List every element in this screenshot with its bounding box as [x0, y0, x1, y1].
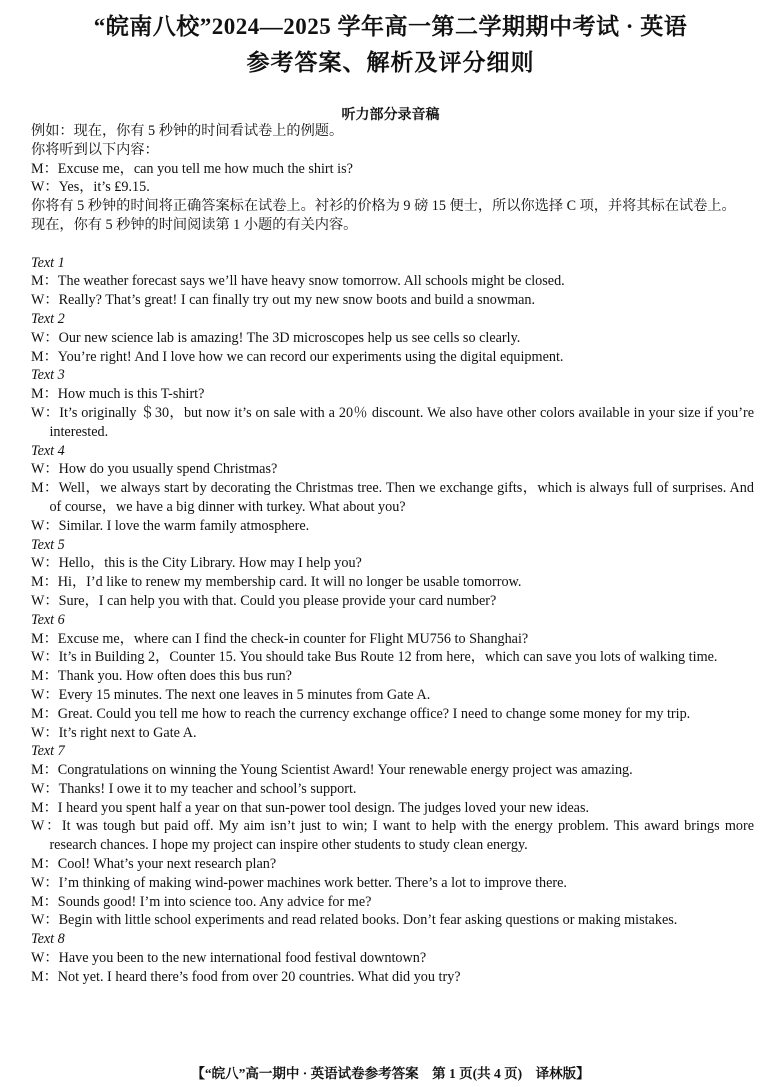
dialogue-line: W：It’s in Building 2，Counter 15. You should take Bus Route 12 from here，which can save you lots of walking time.	[31, 649, 718, 666]
text-label: Text 1	[31, 254, 65, 271]
text-block-4	[31, 442, 754, 536]
text-block-3	[31, 366, 754, 441]
dialogue-line: M：Sounds good! I’m into science too. Any advice for me?	[31, 893, 372, 910]
intro-block	[31, 122, 754, 235]
text-block-8	[31, 930, 754, 986]
dialogue-line: W：Every 15 minutes. The next one leaves in 5 minutes from Gate A.	[31, 686, 431, 703]
dialogue-line: W：Have you been to the new international food festival downtown?	[31, 950, 427, 967]
dialogue-line: M：Thank you. How often does this bus run?	[31, 668, 292, 685]
dialogue-line: M：Excuse me，where can I find the check-in counter for Flight MU756 to Shanghai?	[31, 630, 529, 647]
intro-line: M：Excuse me，can you tell me how much the shirt is?	[31, 160, 353, 177]
intro-line: 你将有 5 秒钟的时间将正确答案标在试卷上。衬衫的价格为 9 磅 15 便士，所以你选择 C 项，并将其标在试卷上。	[31, 198, 736, 215]
document-title: “皖南八校”2024—2025 学年高一第二学期期中考试 · 英语	[93, 14, 688, 39]
dialogue-line: M：Great. Could you tell me how to reach the currency exchange office? I need to change some money for my trip.	[31, 705, 691, 722]
text-label: Text 7	[31, 743, 65, 760]
intro-line: 例如：现在，你有 5 秒钟的时间看试卷上的例题。	[31, 123, 344, 139]
dialogue-line: M：The weather forecast says we’ll have heavy snow tomorrow. All schools might be closed.	[31, 273, 565, 290]
text-label: Text 2	[31, 310, 65, 327]
dialogue-line: W：Similar. I love the warm family atmosphere.	[31, 517, 310, 534]
dialogue-line: M：Well，we always start by decorating the Christmas tree. Then we exchange gifts，which is always full of surprises. And of course，we have a big dinner with turkey. What about you?	[31, 480, 754, 515]
dialogue-line: W：Hello，this is the City Library. How may I help you?	[31, 555, 362, 572]
text-label: Text 5	[31, 536, 65, 553]
dialogue-line: W：I’m thinking of making wind-power machines work better. There’s a lot to improve there.	[31, 874, 567, 891]
dialogue-line: W：Really? That’s great! I can finally try out my new snow boots and build a snowman.	[31, 292, 536, 309]
text-label: Text 3	[31, 367, 65, 384]
text-label: Text 6	[31, 611, 65, 628]
text-block-1	[31, 254, 754, 310]
dialogue-line: M：You’re right! And I love how we can record our experiments using the digital equipment.	[31, 348, 564, 365]
dialogue-line: W：Our new science lab is amazing! The 3D microscopes help us see cells so clearly.	[31, 329, 521, 346]
dialogue-line: W：How do you usually spend Christmas?	[31, 461, 278, 478]
document-subtitle: 参考答案、解析及评分细则	[246, 50, 535, 75]
text-block-7	[31, 742, 754, 930]
transcript	[31, 122, 754, 987]
dialogue-line: W：It’s right next to Gate A.	[31, 724, 197, 741]
dialogue-line: W：It was tough but paid off. My aim isn’t just to win; I want to help with the energy problem. This award brings more research chances. I hope my project can inspire other students to study clean energy.	[31, 818, 754, 854]
dialogue-line: W：Sure，I can help you with that. Could you please provide your card number?	[31, 592, 497, 609]
dialogue-line: W：It’s originally ＄30，but now it’s on sale with a 20％ discount. We also have other colors available in your size if you’re interested.	[31, 404, 754, 440]
dialogue-line: M：I heard you spent half a year on that sun-power tool design. The judges loved your new ideas.	[31, 799, 590, 816]
spacer	[31, 235, 754, 254]
intro-line: W：Yes，it’s ₤9.15.	[31, 179, 150, 196]
dialogue-line: W：Begin with little school experiments and read related books. Don’t fear asking questions or making mistakes.	[31, 912, 678, 929]
text-label: Text 4	[31, 442, 65, 459]
text-block-2	[31, 310, 754, 366]
dialogue-line: M：Cool! What’s your next research plan?	[31, 856, 277, 873]
dialogue-line: M：Congratulations on winning the Young Scientist Award! Your renewable energy project was amazing.	[31, 762, 633, 779]
dialogue-line: W：Thanks! I owe it to my teacher and school’s support.	[31, 780, 357, 797]
text-block-5	[31, 536, 754, 611]
page-footer: 【“皖八”高一期中 · 英语试卷参考答案 第 1 页(共 4 页) 译林版】	[191, 1066, 590, 1081]
section-title: 听力部分录音稿	[341, 108, 440, 123]
text-label: Text 8	[31, 931, 65, 948]
intro-line: 现在，你有 5 秒钟的时间阅读第 1 小题的有关内容。	[31, 216, 358, 233]
dialogue-line: M：Not yet. I heard there’s food from over 20 countries. What did you try?	[31, 968, 461, 985]
dialogue-line: M：Hi，I’d like to renew my membership card. It will no longer be usable tomorrow.	[31, 574, 522, 591]
intro-line: 你将听到以下内容：	[31, 141, 159, 158]
dialogue-line: M：How much is this T-shirt?	[31, 386, 205, 403]
text-block-6	[31, 611, 754, 743]
